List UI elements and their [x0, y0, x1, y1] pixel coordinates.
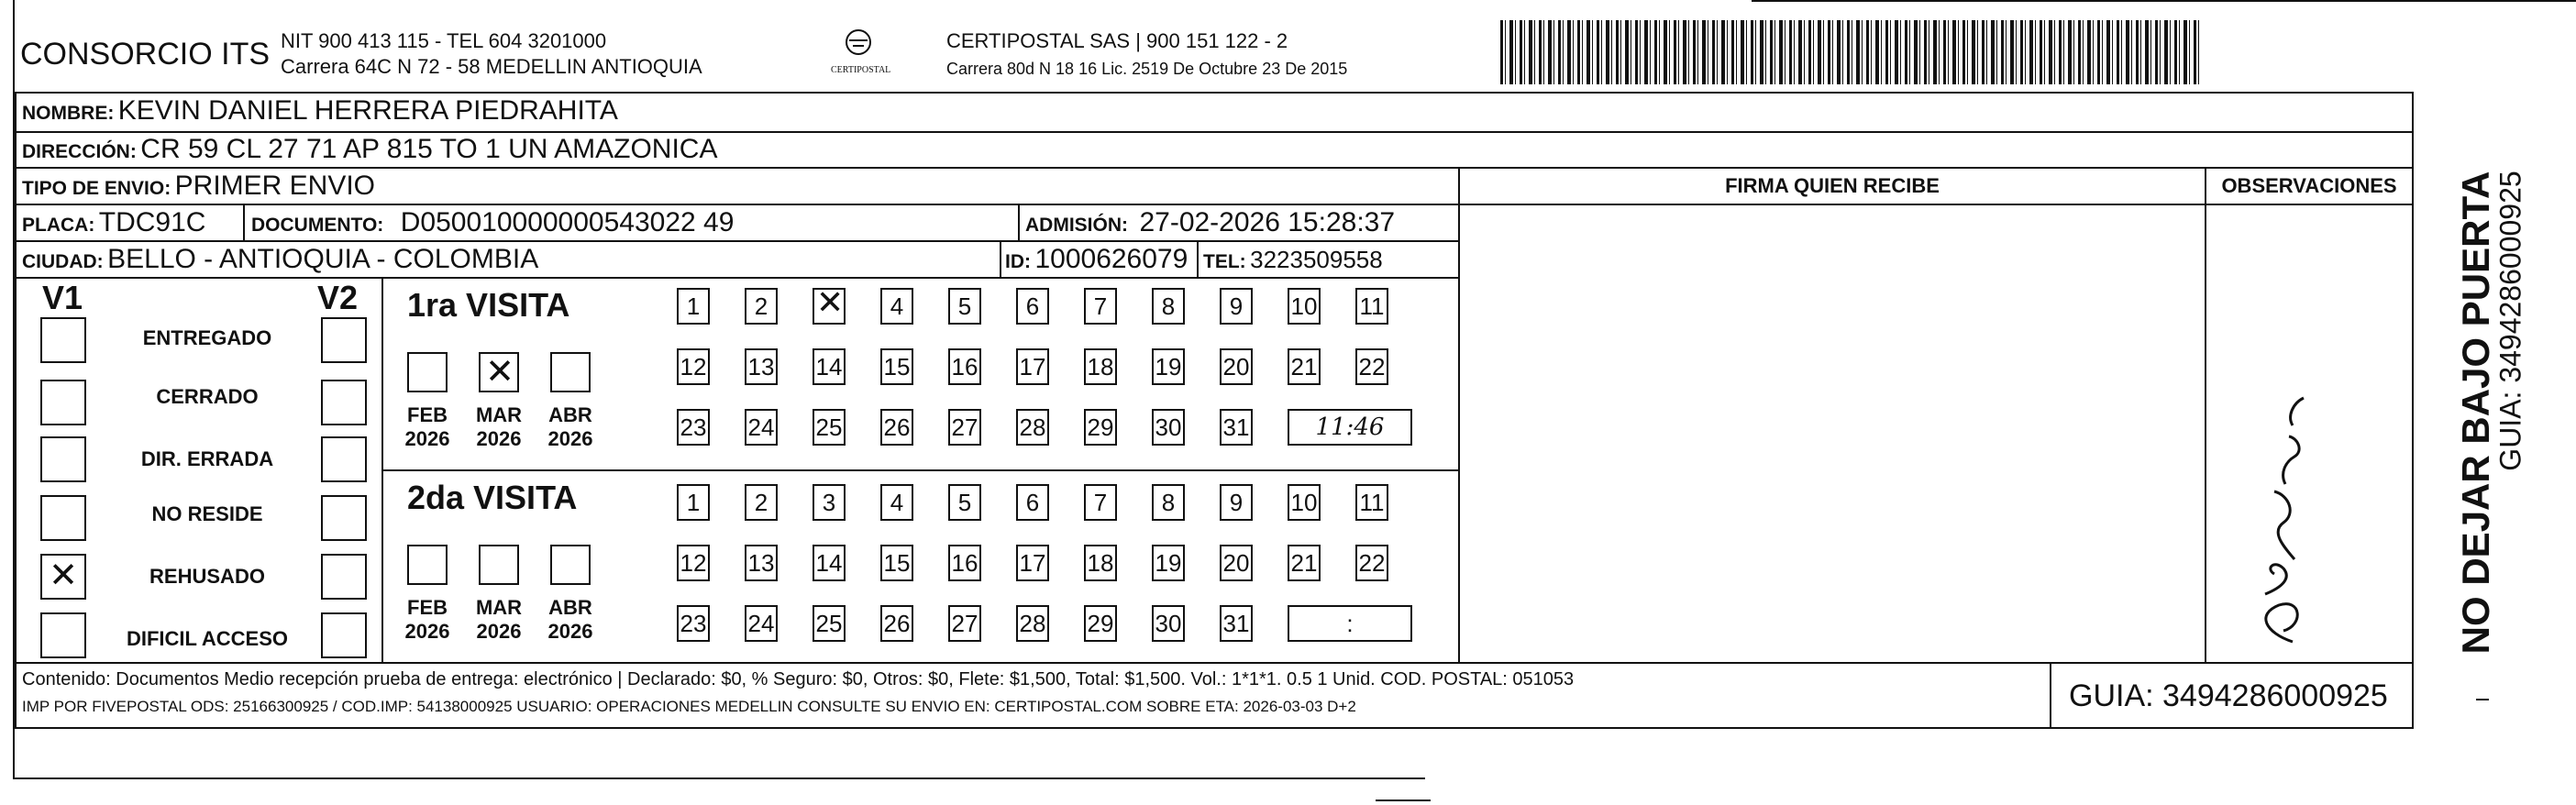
col-line-placa [243, 204, 245, 240]
day-box[interactable]: 31 [1220, 409, 1253, 446]
day-box[interactable]: 5 [948, 484, 981, 521]
footer-imp: IMP POR FIVEPOSTAL ODS: 25166300925 / COD.IMP: 54138000925 USUARIO: OPERACIONES MEDELLIN CONSULTE SU ENVIO EN: CERTIPOSTAL.COM SOBRE ETA: 2026-03-03 D+2 [22, 698, 1356, 715]
carrier-line: CERTIPOSTAL SAS | 900 151 122 - 2 [946, 29, 1288, 52]
check-x-icon: ✕ [816, 283, 845, 321]
table-top [15, 92, 2413, 94]
certipostal-logo: CERTIPOSTAL [831, 28, 886, 75]
v1-dificil-acceso-checkbox[interactable] [40, 612, 86, 658]
id-field [1005, 244, 1188, 275]
tipo-row [22, 171, 375, 202]
day-box[interactable]: 31 [1220, 605, 1253, 642]
v1-rehusado-checkbox[interactable] [40, 554, 86, 600]
time-box[interactable]: : [1288, 605, 1412, 642]
documento-label: DOCUMENTO: [251, 215, 384, 236]
visit-1-month-label: MAR 2026 [475, 403, 523, 450]
day-box[interactable]: 27 [948, 605, 981, 642]
day-box[interactable]: 13 [745, 348, 778, 385]
status-rehusado: REHUSADO [149, 565, 265, 588]
day-box[interactable]: 26 [880, 605, 913, 642]
day-box[interactable]: 10 [1288, 484, 1321, 521]
day-box[interactable]: 9 [1220, 484, 1253, 521]
ciudad-value: BELLO - ANTIOQUIA - COLOMBIA [107, 244, 539, 274]
day-box[interactable]: 4 [880, 484, 913, 521]
day-box[interactable]: 1 [677, 484, 710, 521]
table-left [15, 92, 17, 729]
day-box[interactable]: 11 [1355, 484, 1388, 521]
day-box[interactable]: 17 [1016, 348, 1049, 385]
visit-1-month-feb-checkbox[interactable] [407, 352, 448, 392]
day-box[interactable]: 12 [677, 545, 710, 581]
v2-rehusado-checkbox[interactable] [321, 554, 367, 600]
day-box[interactable]: 18 [1084, 348, 1117, 385]
day-box[interactable]: 25 [813, 409, 846, 446]
frame-top-right [1752, 0, 2576, 2]
status-dificil-acceso: DIFICIL ACCESO [126, 627, 288, 650]
placa-label: PLACA: [22, 215, 95, 236]
placa-value: TDC91C [98, 207, 206, 237]
day-box[interactable]: 24 [745, 605, 778, 642]
time-box[interactable]: 11:46 [1288, 409, 1412, 446]
documento-field [251, 207, 734, 238]
id-value: 1000626079 [1034, 244, 1188, 274]
certipostal-logo-icon [840, 28, 877, 61]
day-box[interactable]: 6 [1016, 288, 1049, 325]
table-bottom [15, 727, 2414, 729]
v2-dificil-acceso-checkbox[interactable] [321, 612, 367, 658]
side-dash [2476, 699, 2489, 700]
day-box[interactable]: 16 [948, 545, 981, 581]
day-box[interactable]: 9 [1220, 288, 1253, 325]
row-line-2 [15, 167, 2414, 169]
day-box[interactable]: 8 [1152, 484, 1185, 521]
day-box[interactable]: 21 [1288, 348, 1321, 385]
placa-field [22, 207, 205, 238]
nit-line: NIT 900 413 115 - TEL 604 3201000 [281, 29, 607, 52]
day-box[interactable]: 26 [880, 409, 913, 446]
visit-1-month-abr-checkbox[interactable] [550, 352, 591, 392]
status-entregado: ENTREGADO [142, 326, 272, 349]
v2-cerrado-checkbox[interactable] [321, 380, 367, 425]
day-box[interactable]: 19 [1152, 348, 1185, 385]
row-line-footer [15, 662, 2414, 664]
day-box[interactable]: 28 [1016, 409, 1049, 446]
day-box[interactable]: 17 [1016, 545, 1049, 581]
day-box[interactable]: 12 [677, 348, 710, 385]
col-line-tel [1197, 240, 1199, 277]
company-address: Carrera 64C N 72 - 58 MEDELLIN ANTIOQUIA [281, 55, 702, 78]
day-box[interactable]: 15 [880, 348, 913, 385]
day-box[interactable]: 22 [1355, 348, 1388, 385]
col-line-guia [2050, 662, 2051, 728]
day-box[interactable]: 1 [677, 288, 710, 325]
day-box[interactable]: 7 [1084, 484, 1117, 521]
side-warning: NO DEJAR BAJO PUERTA [2454, 171, 2497, 655]
day-box[interactable]: 29 [1084, 605, 1117, 642]
footer-contenido: Contenido: Documentos Medio recepción prueba de entrega: electrónico | Declarado: $0, % Seguro: $0, Otros: $0, Flete: $1,500, Total: $1,500. Vol.: 1*1*1. 0.5 1 Unid. COD. POSTAL: 051053 [22, 669, 1575, 689]
signature-scribble [2228, 385, 2329, 651]
tel-label: TEL: [1203, 251, 1246, 272]
direccion-label: DIRECCIÓN: [22, 141, 137, 162]
day-box[interactable]: 14 [813, 348, 846, 385]
day-box[interactable]: 23 [677, 605, 710, 642]
ciudad-field [22, 244, 538, 275]
day-box[interactable]: 18 [1084, 545, 1117, 581]
day-box[interactable]: 5 [948, 288, 981, 325]
col-line-firma [1458, 167, 1460, 663]
day-box[interactable] [813, 283, 846, 325]
direccion-value: CR 59 CL 27 71 AP 815 TO 1 UN AMAZONICA [140, 134, 718, 164]
check-x-icon: ✕ [485, 353, 514, 391]
check-x-icon: ✕ [49, 557, 78, 595]
day-box[interactable]: 25 [813, 605, 846, 642]
visit-2-month-mar-checkbox[interactable] [479, 545, 519, 585]
firma-header: FIRMA QUIEN RECIBE [1725, 174, 1940, 197]
v1-entregado-checkbox[interactable] [40, 317, 86, 363]
ciudad-label: CIUDAD: [22, 251, 104, 272]
frame-bottom [13, 777, 1425, 779]
day-box[interactable]: 10 [1288, 288, 1321, 325]
v1-header: V1 [42, 279, 83, 316]
footer-guia: GUIA: 3494286000925 [2069, 678, 2388, 713]
day-box[interactable]: 7 [1084, 288, 1117, 325]
carrier-address: Carrera 80d N 18 16 Lic. 2519 De Octubre 23 De 2015 [946, 60, 1348, 78]
day-box[interactable]: 27 [948, 409, 981, 446]
day-box[interactable]: 30 [1152, 409, 1185, 446]
v2-dir-errada-checkbox[interactable] [321, 436, 367, 482]
visit-1-month-label: FEB 2026 [404, 403, 450, 450]
v1-cerrado-checkbox[interactable] [40, 380, 86, 425]
day-box[interactable]: 6 [1016, 484, 1049, 521]
day-box[interactable]: 8 [1152, 288, 1185, 325]
visit-2-month-abr-checkbox[interactable] [550, 545, 591, 585]
day-box[interactable]: 29 [1084, 409, 1117, 446]
day-box[interactable]: 2 [745, 288, 778, 325]
v2-header: V2 [317, 279, 359, 316]
id-label: ID: [1005, 251, 1031, 272]
col-line-id [1000, 240, 1001, 277]
tel-field [1203, 246, 1383, 274]
status-cerrado: CERRADO [156, 385, 259, 408]
v1-dir-errada-checkbox[interactable] [40, 436, 86, 482]
admision-value: 27-02-2026 15:28:37 [1139, 207, 1396, 237]
visit-divider [381, 469, 1460, 471]
day-box[interactable]: 21 [1288, 545, 1321, 581]
v1-no-reside-checkbox[interactable] [40, 495, 86, 541]
table-right [2412, 92, 2414, 729]
col-line-obs [2205, 167, 2206, 663]
day-box[interactable]: 2 [745, 484, 778, 521]
visit-2-title: 2da VISITA [407, 479, 578, 516]
row-line-3 [15, 204, 2414, 205]
row-line-4 [15, 240, 1460, 242]
col-line-admision [1018, 204, 1020, 240]
nombre-row [22, 95, 618, 127]
visit-1-month-mar-checkbox[interactable] [479, 352, 519, 392]
v2-entregado-checkbox[interactable] [321, 317, 367, 363]
status-no-reside: NO RESIDE [151, 502, 263, 525]
day-box[interactable]: 20 [1220, 545, 1253, 581]
visit-1-title: 1ra VISITA [407, 286, 570, 324]
day-box[interactable]: 20 [1220, 348, 1253, 385]
row-line-1 [15, 131, 2414, 133]
day-box[interactable]: 14 [813, 545, 846, 581]
bottom-dash [1376, 799, 1431, 801]
day-box[interactable]: 15 [880, 545, 913, 581]
day-box[interactable]: 13 [745, 545, 778, 581]
day-box[interactable]: 30 [1152, 605, 1185, 642]
observaciones-header: OBSERVACIONES [2221, 174, 2397, 197]
nombre-label: NOMBRE: [22, 103, 115, 124]
row-line-5 [15, 277, 1460, 279]
visit-2-month-label: ABR 2026 [547, 596, 593, 643]
day-box[interactable]: 3 [813, 484, 846, 521]
tipo-value: PRIMER ENVIO [174, 171, 376, 201]
side-guia: GUIA: 3494286000925 [2493, 171, 2527, 471]
visit-2-month-label: MAR 2026 [475, 596, 523, 643]
documento-value: D050010000000543022 49 [400, 207, 735, 237]
status-dir-errada: DIR. ERRADA [140, 447, 274, 470]
barcode [1500, 20, 2202, 84]
direccion-row [22, 134, 717, 165]
visit-1-month-label: ABR 2026 [547, 403, 593, 450]
day-box[interactable]: 24 [745, 409, 778, 446]
day-box[interactable]: 22 [1355, 545, 1388, 581]
admision-field [1025, 207, 1395, 238]
day-box[interactable]: 19 [1152, 545, 1185, 581]
tipo-label: TIPO DE ENVIO: [22, 178, 171, 199]
brand-name: CONSORCIO ITS [20, 37, 271, 72]
nombre-value: KEVIN DANIEL HERRERA PIEDRAHITA [117, 95, 618, 126]
v2-no-reside-checkbox[interactable] [321, 495, 367, 541]
tel-value: 3223509558 [1250, 246, 1383, 273]
day-box[interactable]: 16 [948, 348, 981, 385]
day-box[interactable]: 4 [880, 288, 913, 325]
admision-label: ADMISIÓN: [1025, 215, 1128, 236]
visit-2-month-label: FEB 2026 [404, 596, 450, 643]
day-box[interactable]: 23 [677, 409, 710, 446]
visit-2-month-feb-checkbox[interactable] [407, 545, 448, 585]
day-box[interactable]: 11 [1355, 288, 1388, 325]
day-box[interactable]: 28 [1016, 605, 1049, 642]
